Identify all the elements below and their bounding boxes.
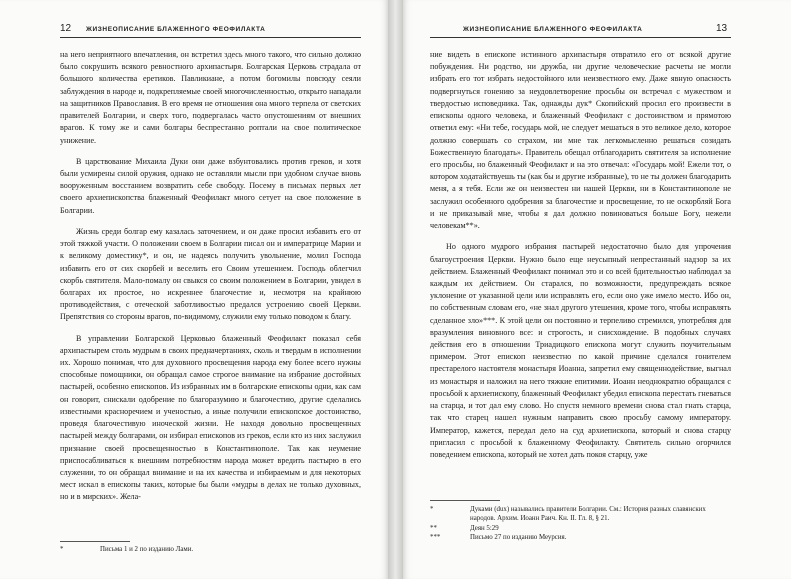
footnote-text: Письмо 27 по изданию Меурсия. (470, 534, 567, 542)
header-rule (60, 37, 361, 38)
footnote-text: Деян 5:29 (470, 524, 499, 532)
footnote (60, 545, 361, 554)
footnote-text: Письма 1 и 2 по изданию Лами. (100, 546, 194, 553)
footnotes (60, 545, 361, 554)
header-rule (430, 37, 731, 38)
paragraph: ние видеть в епископе истинного архипастыря отвратило его от всякой другие побуждения. Ни родство, ни дружба, ни другие человеческие расчеты не могли избрать его тот избрать недостойного или неизвестного ему. Даже явную опасность подвергнуться гонению за неудовлетворение просьбы он встречал с мужеством и твердостью исповедника. Так, однажды дук* Скопийский просил его произвести в епископы одного человека, и блаженный Феофилакт с достоинством и прямотою ответил ему: «Ни тебе, государь мой, не следует мешаться в это великое дело, которое должно совершать со страхом, ни мне так легкомысленно решаться созидать Божественную благодать». Правитель обещал отблагодарить святителя за исполнение его просьбы, но блаженный Феофилакт и на это отвечал: «Государь мой! Ежели тот, о котором ходатайствуешь ты (как бы и другие избранные), то не ты должен благодарить меня, а я тебя. Если же он неизвестен ни нашей Церкви, ни в Константинополе не заслужил особенного одобрения за благочестие и просвещение, то не оскорбляй Бога и не приказывай мне, чтобы я дал должно повиноваться больше Богу, нежели человекам**». (430, 50, 731, 231)
footnote-rule (60, 541, 130, 542)
page-number: 13 (716, 23, 728, 34)
footnote-mark: ** (430, 524, 437, 532)
footnote (430, 524, 731, 533)
paragraph: на него неприятного впечатления, он встретил здесь много такого, что сильно должно было сокрушить всякого ревностного архипастыря. Болгарская Церковь страдала от большого количества еретиков. Павликиане, а потом богомилы повсюду сеяли заблуждения в народе и, подкрепляемые своей многочисленностью, открыто нападали на защитников Православия. В его время не отношения она много терпела от светских правителей Болгарии, и сверх того, подвергалась часто опустошениям от внешних врагов. К тому же и сами болгары беспрестанно роптали на свое политическое унижение. (60, 50, 361, 145)
book-gutter (388, 0, 403, 579)
footnote (430, 505, 731, 524)
footnote (430, 533, 731, 542)
footnote-mark: * (60, 546, 64, 553)
body-text (60, 49, 361, 504)
footnote-mark: * (430, 506, 434, 513)
paragraph: Жизнь среди болгар ему казалась заточением, и он даже просил избавить его от этой тяжкой участи. О положении своем в Болгарии писал он и императрице Марии и к великому доместику*, и он, не надеясь получить увольнение, молил Господа избавить его от сих скорбей и веселить его Своим утешением. Господь облегчил скорбь святителя. Мало-помалу он свыкся со своим положением в Болгарии, увидел в болгарах их простое, но искреннее благочестие и, несмотря на крайнюю противодействия, с отеческой заботливостью предался устроению своей Церкви. Препятствия со стороны врагов, по-видимому, служили ему только поводом к благу. (60, 226, 361, 322)
running-head: ЖИЗНЕОПИСАНИЕ БЛАЖЕННОГО ФЕОФИЛАКТА (86, 26, 266, 33)
footnote-rule (430, 500, 500, 501)
footnotes (430, 505, 731, 543)
paragraph: В царствование Михаила Дуки они даже взбунтовались против греков, и хотя были усмирены силой оружия, однако не оставляли мысли при удобном случае вновь вооруженным восстанием возвратить себе свободу. Посему в письмах первых лет своего архиепископства блаженный Феофилакт много сетует на свое положение в Болгарии. (60, 156, 361, 215)
running-head: ЖИЗНЕОПИСАНИЕ БЛАЖЕННОГО ФЕОФИЛАКТА (463, 26, 643, 33)
right-page (403, 0, 791, 579)
page-number: 12 (60, 23, 72, 34)
body-text (430, 49, 731, 461)
paragraph: В управлении Болгарской Церковью блаженный Феофилакт показал себя архипастырем столь мудрым в своих предначертаниях, сколь и твердым в исполнении их. Хорошо понимая, что для духовного просвещения народа ему более всего нужны способные помощники, он обращал самое строгое внимание на избрание достойных пастырей, особенно епископов. Из избранных им в болгарские епископы одни, как сам он говорит, снискали одобрение по благоразумию и благочестию, другие сделались известными красноречием и ученостью, а иные получили епископское достоинство, проведя благочестивую иноческой жизни. Не находя довольно просвещенных пастырей между болгарами, он избирал епископов из греков, если кто из них заслужил признание своей просвещенностью в Константинополе. Так как неумение приспосабливаться к внешним потребностям народа может вредить пастырю в его служении, то он обращал внимание и на их качества и избираемым и для некоторых мест искал в епископы таких, которые бы были «мудры в делах не только духовных, но и в мирских». Жела- (60, 333, 361, 502)
footnote-text: Дуками (dux) назывались правители Болгарии. См.: История разных славянских народов. Архим. Иоанн Раич. Кн. II. Гл. 8, § 21. (470, 506, 706, 523)
left-page (0, 0, 388, 579)
footnote-mark: *** (430, 534, 441, 542)
paragraph: Но одного мудрого избрания пастырей недостаточно было для упрочения благоустроения Церкви. Нужно было еще неусыпный непрестанный надзор за их действием. Блаженный Феофилакт понимал это и со всей бдительностью наблюдал за каждым их действием. Он старался, по возможности, предупреждать всякое уклонение от указанной цели или исправлять его, если оно уже имело место. Ибо он, по собственным словам его, «не знал другого утешения, кроме того, чтобы исправлять сделанное зло»***. К этой цели он постоянно и терпеливо стремился, употребляя для вразумления виновного все: и строгость, и снисхождение. В подобных случаях действия его в отношении Триадицкого епископа могут служить поучительным примером. Этот епископ неизвестно по какой причине сделался гонителем престарелого настоятеля монастыря Иоанна, запретил ему священнодействие, выгнал из монастыря и наложил на него тяжкие епитимии. Иоанн неоднократно обращался с просьбой к архиепископу, блаженный Феофилакт убедил епископа перестать гневаться на старца, и тот дал ему слово. Но спустя немного времени снова стал гнать старца, так что старец нашел нужным направить свою просьбу самому императору. Император, кажется, передал дело на суд архиепископа, который и снова старцу пригласил с просьбой к блаженному Феофилакту. Святитель сильно огорчился поведением епископа, который не хотел дать покоя старцу, уже (430, 242, 731, 459)
